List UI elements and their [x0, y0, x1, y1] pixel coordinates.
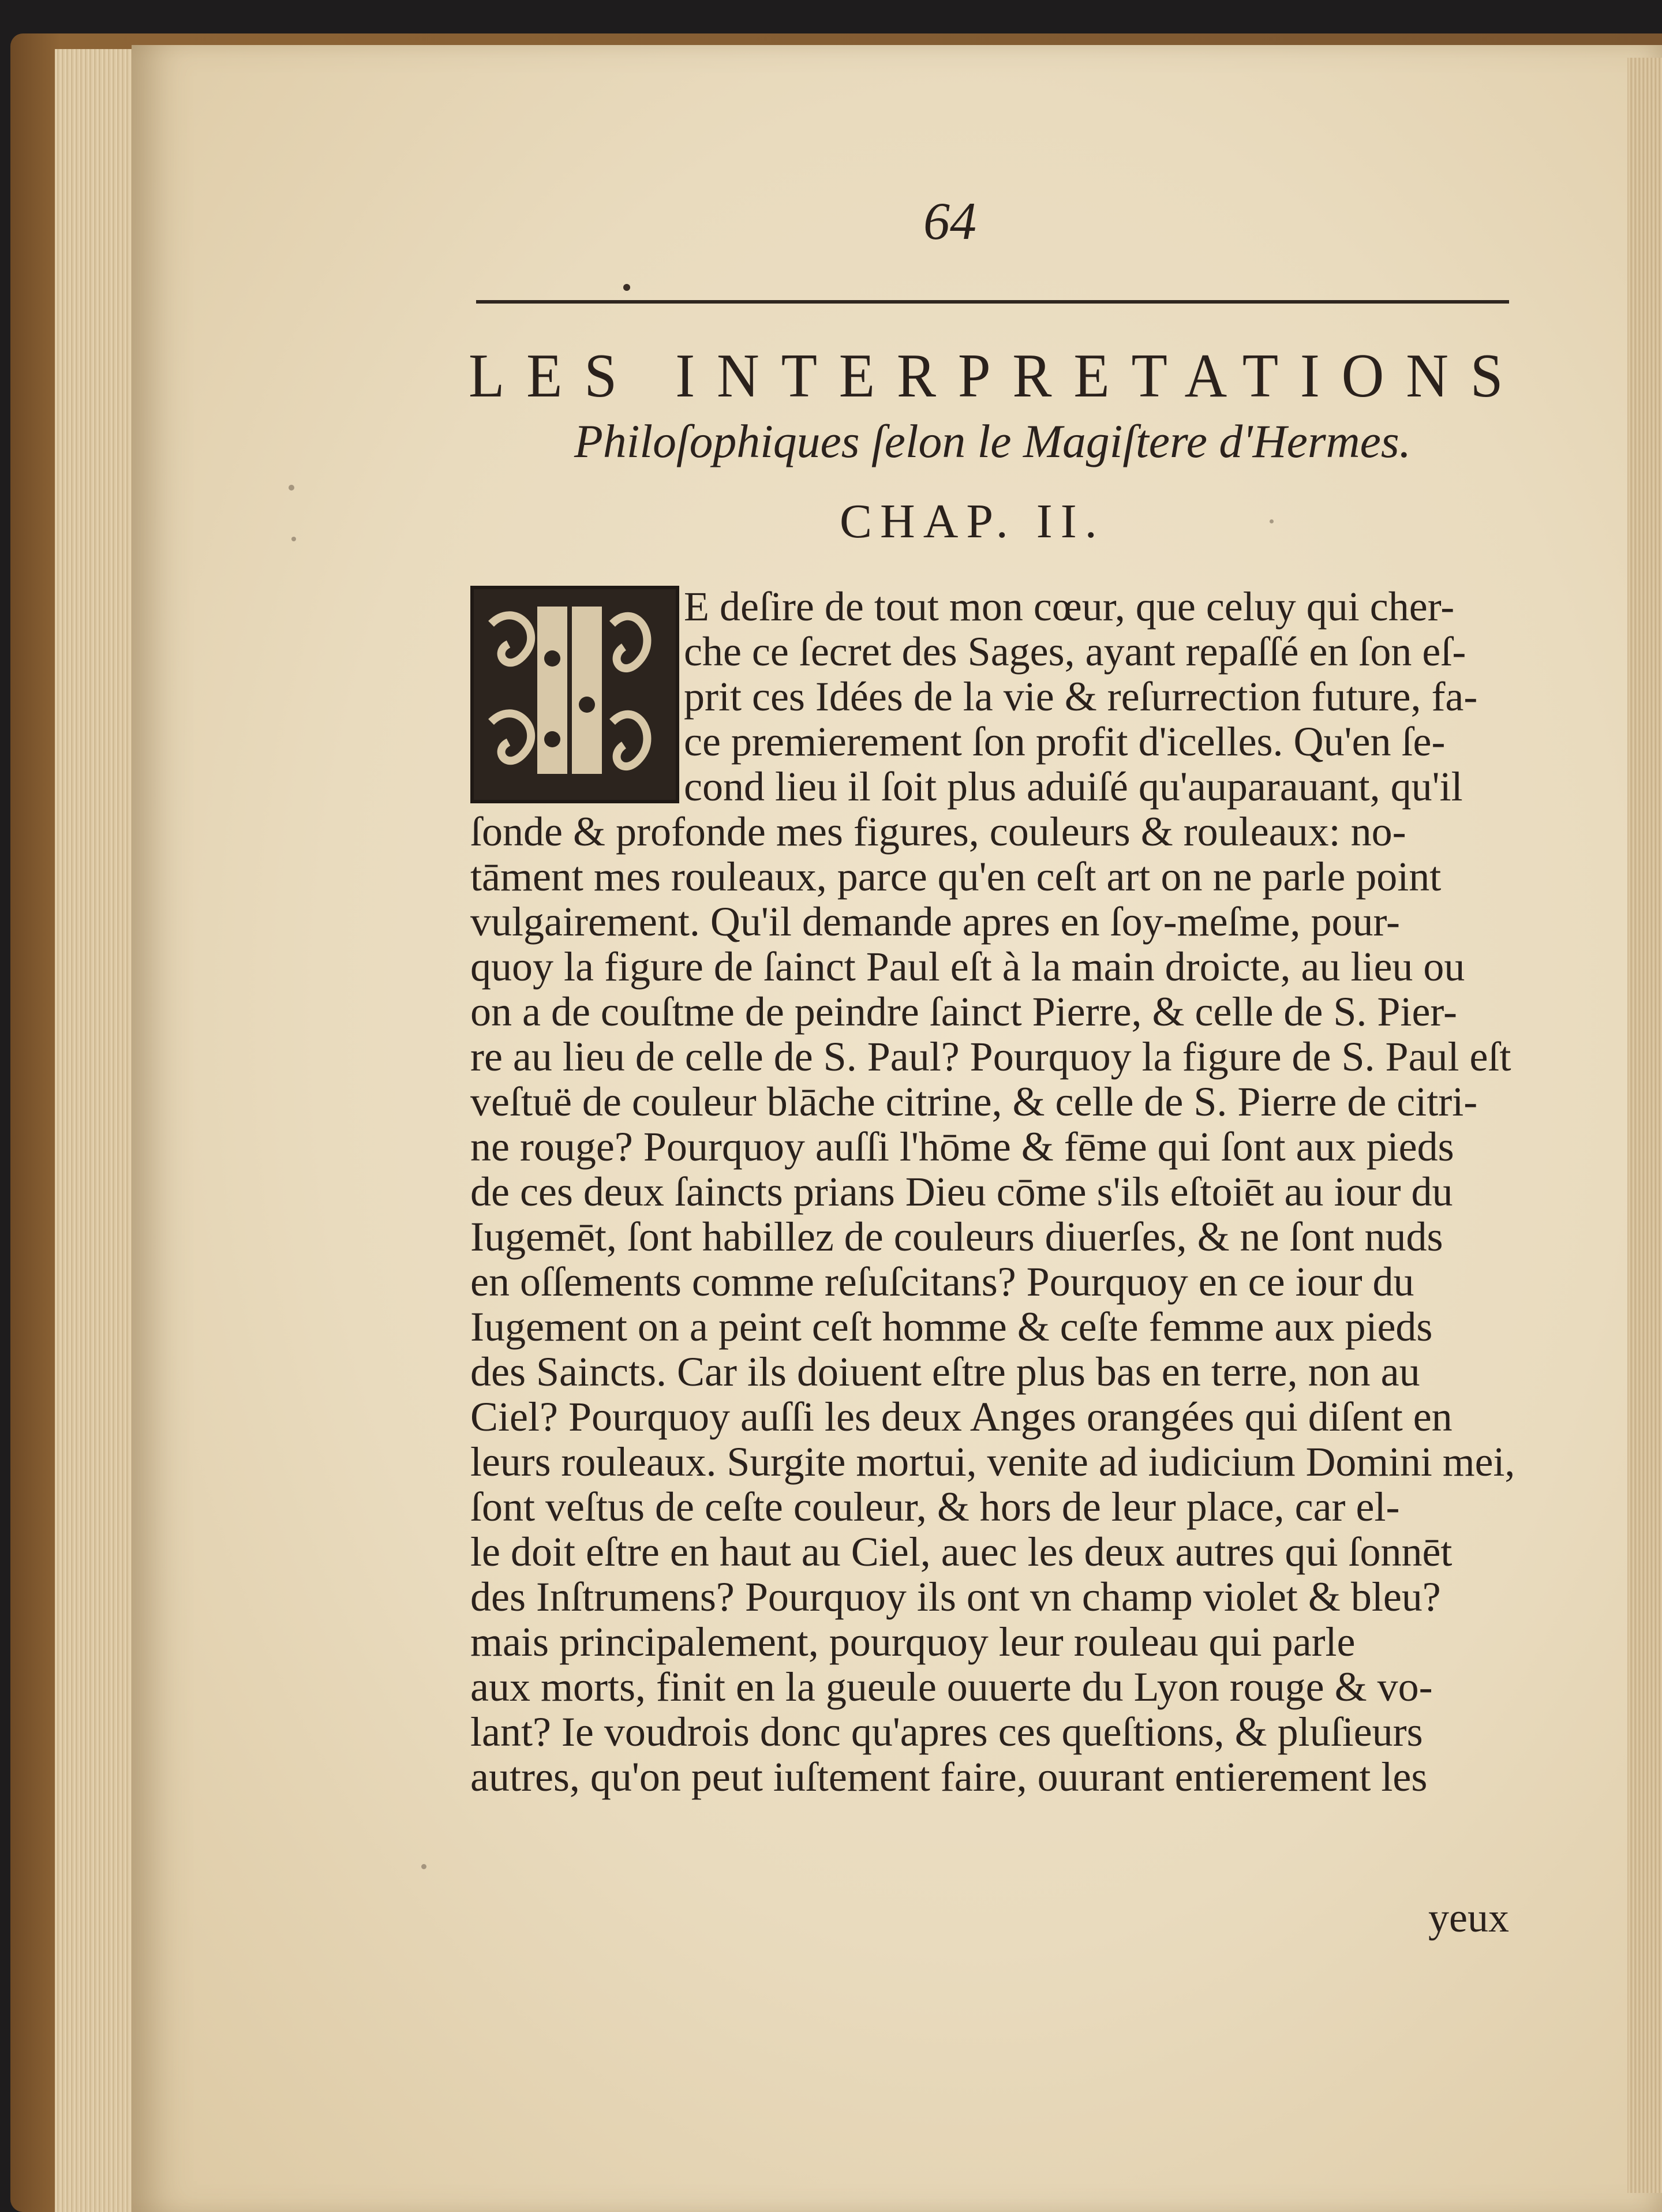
catchword: yeux: [1428, 1895, 1509, 1941]
text-line: des Inſtrumens? Pourquoy ils ont vn champ violet & bleu?: [470, 1574, 1441, 1620]
paper-speck: [421, 1864, 426, 1869]
page-number: 64: [923, 192, 976, 250]
text-line: on a de couſtme de peindre ſainct Pierre, & celle de S. Pier-: [470, 989, 1457, 1035]
text-line: ce premierement ſon profit d'icelles. Qu'en ſe-: [684, 718, 1446, 765]
right-page-stack: [1627, 58, 1662, 2193]
text-line: le doit eſtre en haut au Ciel, auec les deux autres qui ſonnēt: [470, 1529, 1453, 1575]
text-line: en oſſements comme reſuſcitans? Pourquoy en ce iour du: [470, 1259, 1414, 1305]
text-line: ſonde & profonde mes figures, couleurs & rouleaux: no-: [470, 809, 1406, 855]
title-line-1: LES INTERPRETATIONS: [469, 342, 1525, 410]
header-rule: [476, 300, 1509, 304]
paper-speck: [289, 485, 294, 491]
text-line: aux morts, finit en la gueule ouuerte du Lyon rouge & vo-: [470, 1664, 1433, 1710]
text-line: leurs rouleaux. Surgite mortui, venite ad iudicium Domini mei,: [470, 1439, 1515, 1485]
text-line: E deſire de tout mon cœur, que celuy qui cher-: [684, 583, 1455, 630]
paper-speck: [1270, 519, 1274, 523]
paper-speck: [291, 537, 296, 541]
text-line: mais principalement, pourquoy leur rouleau qui parle: [470, 1619, 1356, 1665]
decorated-initial-icon: [470, 586, 679, 803]
chapter-heading: CHAP. II.: [840, 495, 1105, 548]
text-line: cond lieu il ſoit plus aduiſé qu'auparauant, qu'il: [684, 763, 1463, 810]
text-line: autres, qu'on peut iuſtement faire, ouurant entierement les: [470, 1754, 1428, 1800]
text-line: ſont veſtus de ceſte couleur, & hors de leur place, car el-: [470, 1484, 1400, 1530]
text-line: prit ces Idées de la vie & reſurrection future, fa-: [684, 673, 1478, 720]
text-line: tāment mes rouleaux, parce qu'en ceſt art on ne parle point: [470, 854, 1442, 900]
text-line: de ces deux ſaincts prians Dieu cōme s'ils eſtoiēt au iour du: [470, 1169, 1453, 1215]
text-line: ne rouge? Pourquoy auſſi l'hōme & fēme qui ſont aux pieds: [470, 1124, 1454, 1170]
text-line: veſtuë de couleur blāche citrine, & celle de S. Pierre de citri-: [470, 1079, 1478, 1125]
title-line-2: Philoſophiques ſelon le Magiſtere d'Hermes.: [574, 415, 1412, 467]
text-line: re au lieu de celle de S. Paul? Pourquoy la figure de S. Paul eſt: [470, 1034, 1511, 1080]
text-line: quoy la figure de ſainct Paul eſt à la main droicte, au lieu ou: [470, 944, 1465, 990]
text-line: che ce ſecret des Sages, ayant repaſſé en ſon eſ-: [684, 628, 1466, 675]
text-line: des Saincts. Car ils doiuent eſtre plus bas en terre, non au: [470, 1349, 1420, 1395]
text-line: Iugemēt, ſont habillez de couleurs diuerſes, & ne ſont nuds: [470, 1214, 1443, 1260]
text-line: vulgairement. Qu'il demande apres en ſoy-meſme, pour-: [470, 899, 1400, 945]
text-line: Iugement on a peint ceſt homme & ceſte femme aux pieds: [470, 1304, 1433, 1350]
text-line: lant? Ie voudrois donc qu'apres ces queſtions, & pluſieurs: [470, 1709, 1423, 1755]
text-line: Ciel? Pourquoy auſſi les deux Anges orangées qui diſent en: [470, 1394, 1453, 1440]
ink-dot: [623, 284, 630, 291]
